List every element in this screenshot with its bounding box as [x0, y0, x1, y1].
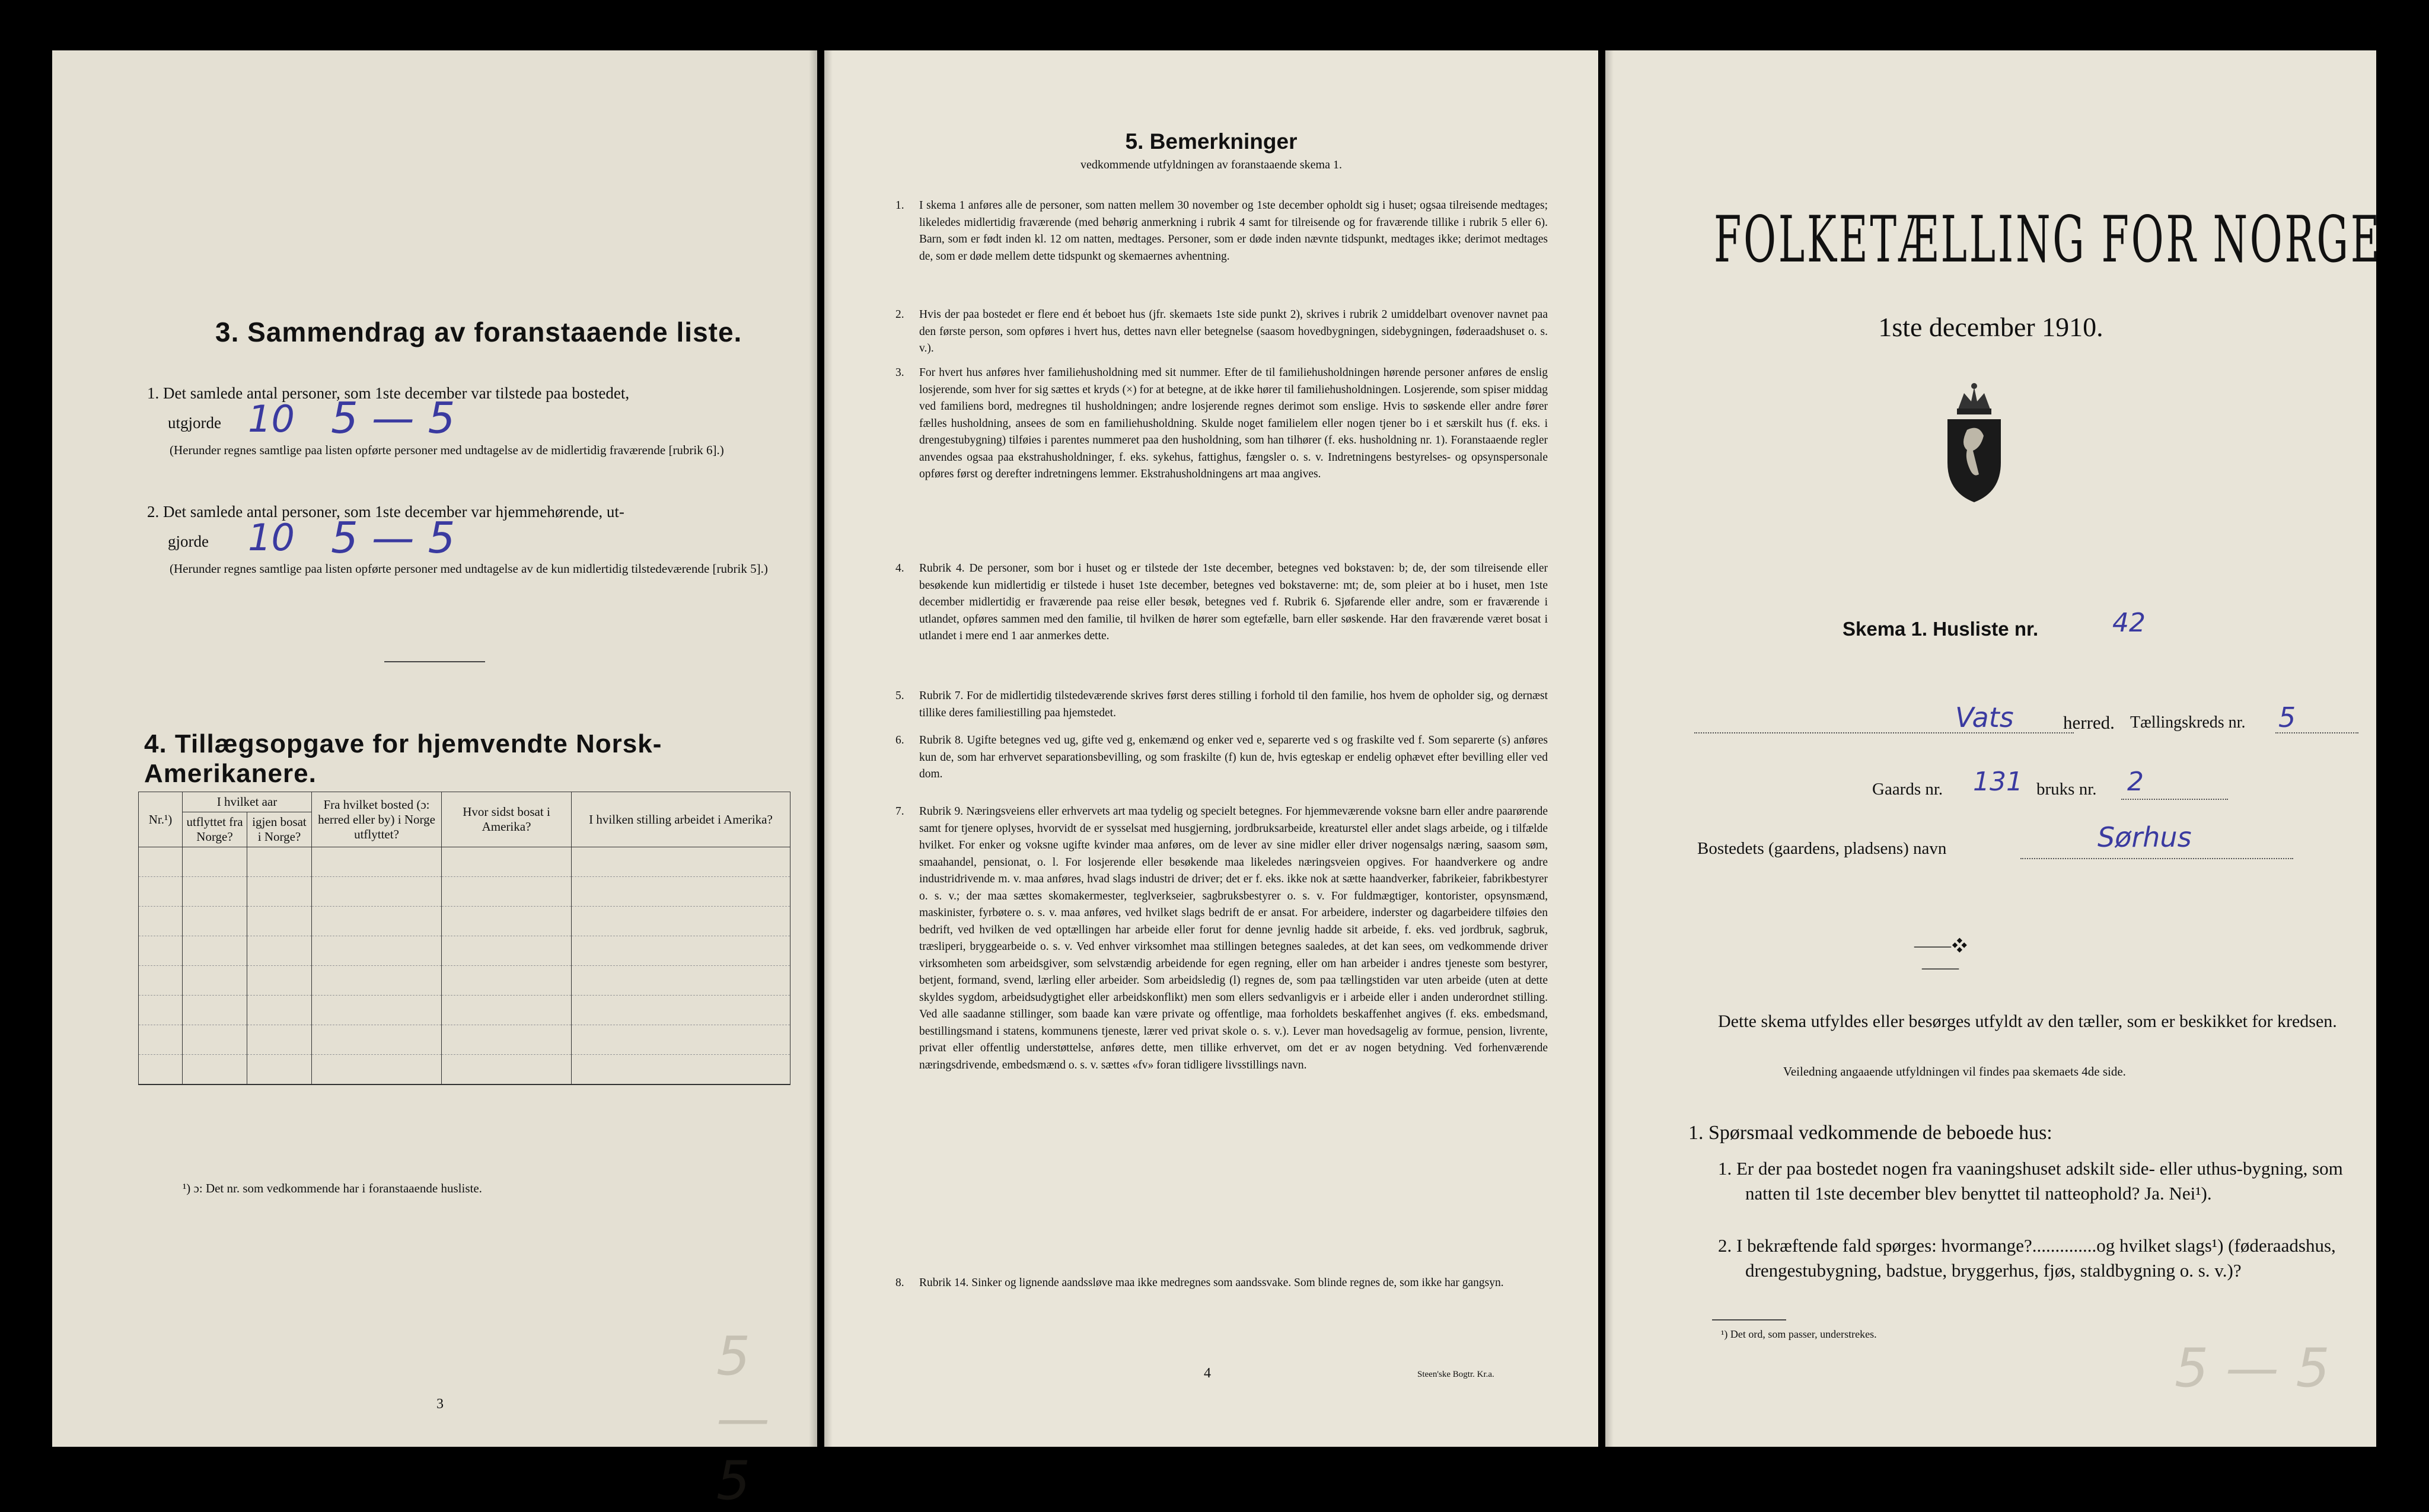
q2-text: 2. Det samlede antal personer, som 1ste december var hjemmehørende, ut- [147, 503, 624, 521]
remark-item-2: 2. Hvis der paa bostedet er flere end ét beboet hus (jfr. skemaets 1ste side punkt 2), skrives i rubrik 2 umiddelbart ovenover navnet paa den første person, som opføres i hvert hus, dettes navn eller betegnelse (saasom hovedbygningen, sidebygningen, føderaadshuset o. s. v.). [895, 308, 1548, 355]
table-footnote: ¹) ɔ: Det nr. som vedkommende har i foranstaaende husliste. [183, 1181, 482, 1195]
col-year-group: I hvilket aar [183, 792, 312, 812]
pencil-mark: 5 — 5 [2175, 1337, 2330, 1399]
bosted-label: Bostedets (gaardens, pladsens) navn [1697, 839, 1947, 858]
q2-value: 10 [248, 516, 295, 559]
page-fold-shadow [1605, 50, 1614, 1447]
remark-item-1: 1. I skema 1 anføres alle de personer, som natten mellem 30 november og 1ste december opholdt sig i huset; ogsaa tilreisende medtages; likeledes midlertidig fraværende (med behørig anmerkning i rubrik 4 samt for tilreisende og for fraværende tillike i rubrik 5 eller 6). Barn, som er født inden kl. 12 om natten, medtages. Personer, som er døde inden nævnte tidspunkt, medtages ikke; derimot medtages de, som er døde mellem dette tidspunkt og skemaernes avhentning. [895, 199, 1548, 263]
q1-lead: utgjorde [168, 414, 221, 432]
guide-text: Veiledning angaaende utfyldningen vil findes paa skemaets 4de side. [1783, 1064, 2126, 1079]
col-last-place: Hvor sidst bosat i Amerika? [442, 792, 572, 847]
footnote-rule [1712, 1319, 1786, 1320]
page-fold-shadow [809, 50, 817, 1447]
coat-of-arms-icon [1940, 382, 2009, 504]
instruction-text: Dette skema utfyldes eller besørges utfyldt av den tæller, som er beskikket for kredsen. [1718, 1012, 2337, 1031]
kreds-label: Tællingskreds nr. [2130, 713, 2246, 732]
remark-item-8: 8. Rubrik 14. Sinker og lignende aandssløve maa ikke medregnes som aandssvake. Som blinde regnes de, som ikke har gangsyn. [895, 1277, 1504, 1289]
gaards-value: 131 [1973, 767, 2023, 797]
remark-item-7: 7. Rubrik 9. Næringsveiens eller erhvervets art maa tydelig og specielt betegnes. For hjemmeværende voksne barn eller andre paarørende samt for tjenere oplyses, hvorvidt de er sysselsat med husgjerning, jordbruksarbeide, kreaturstel eller andet slags arbeide, og i tilfælde hvilket. For enker og voksne ugifte kvinder maa anføres, om de lever av sine midler eller driver nogensalgs næring, saasom søm, smaahandel, pensionat, o. l. For losjerende eller besøkende maa likeledes næringsveien opgives. For haandverkere og andre industridrivende m. v. maa anføres, hvad slags industri de driver; det er f. eks. ikke nok at sætte haandverker, fabrikeier, fabrikbestyrer o. s. v.; der maa sættes skomakermester, teglverkseier, sagbruksbestyrer o. s. v. For fuldmægtiger, kontorister, opsynsmænd, maskinister, fyrbøtere o. s. v. maa anføres, ved hvilket slags bedrift de er ansat. For arbeidere, inderster og dagarbeidere tilføies den bedrift, ved hvilken de ved optællingen har arbeide eller forut for denne jevnlig hadde sit arbeide, f. eks. ved jordbruk, sagbruk, træsliperi, bryggearbeide o. s. v. Ved enhver virksomhet maa stillingen betegnes saaledes, at det kan sees, om vedkommende driver virksomheten som arbeidsgiver, som selvstændig arbeidende for egen regning, eller om han arbeider i andres tjeneste som bestyrer, betjent, formand, svend, lærling eller arbeider. Som arbeidsledig (l) regnes de, som paa tællingstiden var uten arbeide (uten at dette skyldes sygdom, arbeidsudygtighet eller arbeidskonflikt) men som ellers sedvanligvis er i arbeide eller i anden underordnet stilling. Ved alle saadanne stillinger, som baade kan være private og offentlige, maa forholdets beskaffenhet angives (f. eks. embedsmand, bestillingsmand i statens, kommunens tjeneste, lærer ved privat skole o. s. v.). Lever man hovedsagelig av formue, pension, livrente, privat eller offentlig understøttelse, anføres dette, men tillike erhvervet, om det er av nogen betydning. Ved forhenværende næringsdrivende, embedsmænd o. s. v. sættes «fv» foran tidligere livsstillings navn. [895, 805, 1548, 1071]
remarks-title: 5. Bemerkninger [1125, 129, 1298, 154]
bruks-label: bruks nr. [2036, 780, 2097, 799]
page-right [1605, 50, 2382, 1447]
bosted-line [2020, 858, 2293, 859]
table-row [139, 847, 790, 877]
kreds-line [2275, 732, 2358, 733]
q1-split: 5 — 5 [331, 393, 455, 443]
q2-split: 5 — 5 [331, 513, 455, 563]
divider [384, 661, 485, 662]
kreds-value: 5 [2278, 701, 2296, 733]
remark-item-3: 3. For hvert hus anføres hver familiehusholdning med sit nummer. Efter de til familiehusholdningen hørende personer anføres de enslig losjerende, som hver for sig sættes et kryds (×) for at betegne, at de ikke hører til familiehusholdningen. Losjerende, som spiser middag ved familiens bord, medregnes til husholdningen; andre losjerende regnes derimot som enslige. Hvis to søskende eller andre fører fælles husholdning, ansees de som en familiehusholdning. Skulde noget familielem eller nogen tjener bo i et særskilt hus (f. eks. i drengestubygning) tilføies i parentes nummeret paa den husholdning, som han tilhører (f. eks. husholdning nr. 1). Foranstaaende regler anvendes ogsaa paa ekstrahusholdninger, f. eks. sykehus, fattighus, fængsler o. s. v. Indretningens bestyrelses- og opsynspersonale opføres først og derefter indretningens lemmer. Ekstrahusholdningens art maa angives. [895, 366, 1548, 480]
remark-item-4: 4. Rubrik 4. De personer, som bor i huset og er tilstede der 1ste december, betegnes ved bokstaven: b; de, der som tilreisende eller besøkende kun midlertidig er tilstede i huset 1ste december, betegnes ved bokstaverne: mt; de, som pleier at bo i huset, men 1ste december midlertidig er fraværende paa reise eller besøk, betegnes ved f. Rubrik 6. Sjøfarende eller andre, som er fraværende i utlandet, opføres sammen med den familie, til hvilken de hører som egtefælle, barn eller søskende. Har den fraværende været bosat i utlandet i mere end 1 aar anmerkes dette. [895, 562, 1548, 642]
table-row [139, 907, 790, 936]
herred-label: herred. [2063, 712, 2115, 733]
bruks-value: 2 [2127, 767, 2144, 797]
herred-line [1694, 732, 2074, 733]
col-returned: igjen bosat i Norge? [247, 812, 312, 847]
table-row [139, 936, 790, 966]
table-row [139, 1055, 790, 1085]
table-row [139, 1025, 790, 1055]
remark-item-6: 6. Rubrik 8. Ugifte betegnes ved ug, gifte ved g, enkemænd og enker ved e, separerte ved s og fraskilte ved f. Som separerte (s) anføres kun de, som har erhvervet separationsbevilling, og som fraskilte (f) kun de, hvis egteskap er endelig ophævet efter bevilling eller ved dom. [895, 734, 1548, 780]
pencil-mark: 5 — 5 [716, 1325, 770, 1512]
page-left [52, 50, 817, 1512]
census-date: 1ste december 1910. [1878, 312, 2103, 342]
herred-value: Vats [1955, 701, 2014, 733]
question-1: 1. Er der paa bostedet nogen fra vaaningshuset adskilt side- eller uthus-bygning, som natten til 1ste december blev benyttet til natteophold? Ja. Nei¹). [1718, 1158, 2343, 1204]
col-occupation: I hvilken stilling arbeidet i Amerika? [572, 792, 790, 847]
printer-mark: Steen'ske Bogtr. Kr.a. [1417, 1370, 1494, 1379]
page-number: 4 [1204, 1366, 1211, 1381]
q1-value: 10 [248, 397, 295, 441]
page-number: 3 [436, 1396, 444, 1412]
q2-lead: gjorde [168, 532, 209, 550]
table-row [139, 877, 790, 907]
page-fold-shadow [824, 50, 833, 1447]
ornament-divider-icon: ⸻❖⸻ [1913, 937, 1968, 977]
table-row [139, 966, 790, 996]
schema-label: Skema 1. Husliste nr. [1843, 618, 2039, 640]
question-2: 2. I bekræftende fald spørges: hvormange?..............og hvilket slags¹) (føderaadshus, drengestubygning, badstue, bryggerhus, fjøs, staldbygning o. s. v.)? [1718, 1235, 2336, 1281]
husliste-nr: 42 [2112, 608, 2146, 638]
table-row [139, 996, 790, 1025]
question-heading: 1. Spørsmaal vedkommende de beboede hus: [1688, 1122, 2052, 1144]
section-3-title: 3. Sammendrag av foranstaaende liste. [215, 317, 742, 347]
census-title: FOLKETÆLLING FOR NORGE [1714, 203, 2382, 277]
page-mid [824, 50, 1598, 1447]
gaards-label: Gaards nr. [1872, 780, 1943, 799]
remarks-subtitle: vedkommende utfyldningen av foranstaaende skema 1. [1080, 158, 1342, 171]
col-emigrated: utflyttet fra Norge? [183, 812, 247, 847]
q1-text: 1. Det samlede antal personer, som 1ste december var tilstede paa bostedet, [147, 384, 630, 402]
bosted-value: Sørhus [2098, 821, 2192, 853]
remark-item-5: 5. Rubrik 7. For de midlertidig tilstedeværende skrives først deres stilling i forhold til den familie, hos hvem de opholder sig, og dernæst tillike deres familiestilling paa hjemstedet. [895, 690, 1548, 719]
q2-note: (Herunder regnes samtlige paa listen opførte personer med undtagelse av de kun midlertidig tilstedeværende [rubrik 5].) [170, 562, 768, 576]
footnote: ¹) Det ord, som passer, understrekes. [1721, 1328, 1877, 1340]
norsk-amerikanere-table [138, 792, 790, 1085]
col-nr: Nr.¹) [139, 792, 183, 847]
bruks-line [2121, 799, 2228, 800]
col-from-where: Fra hvilket bosted (ɔ: herred eller by) i Norge utflyttet? [312, 792, 442, 847]
q1-note: (Herunder regnes samtlige paa listen opførte personer med undtagelse av de midlertidig fraværende [rubrik 6].) [170, 443, 724, 457]
section-4-title: 4. Tillægsopgave for hjemvendte Norsk-Amerikanere. [144, 729, 662, 788]
